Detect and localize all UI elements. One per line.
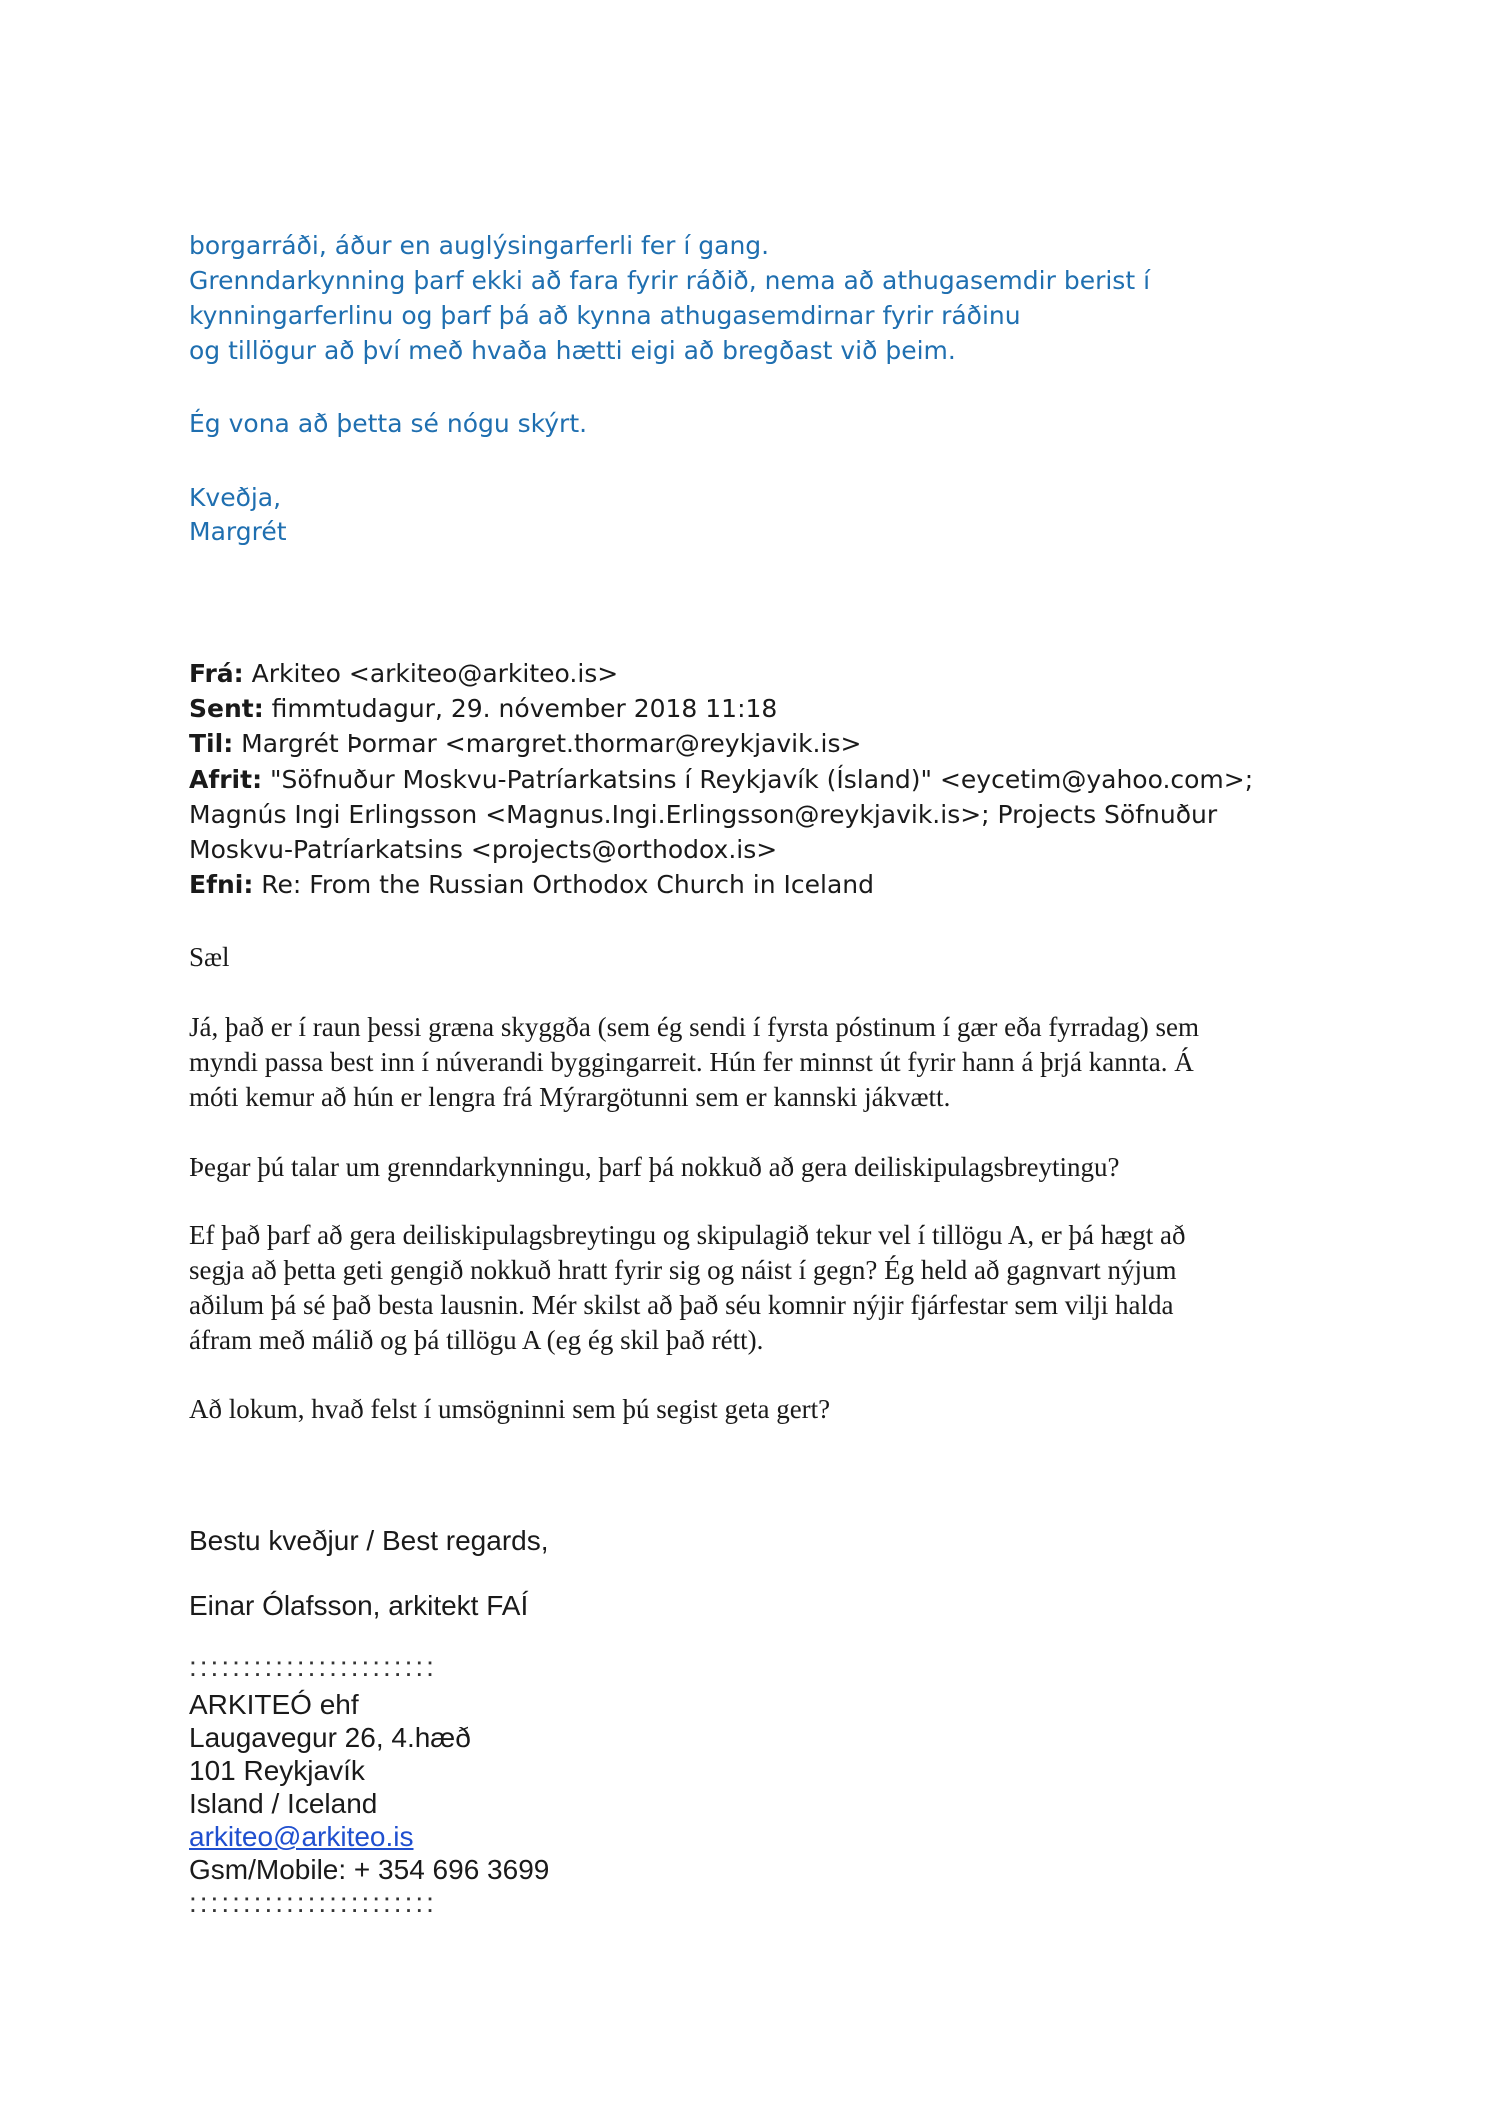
body-paragraph-line: Ef það þarf að gera deiliskipulagsbreytingu og skipulagið tekur vel í tillögu A, er þá hægt að xyxy=(189,1220,1186,1250)
body-greeting: Sæl xyxy=(189,942,230,972)
header-cc-continued: Magnús Ingi Erlingsson <Magnus.Ingi.Erlingsson@reykjavik.is>; Projects Söfnuður xyxy=(189,800,1218,829)
body-paragraph-line: aðilum þá sé það besta lausnin. Mér skilst að það séu komnir nýjir fjárfestar sem vilji halda xyxy=(189,1290,1174,1320)
body-paragraph-line: Að lokum, hvað felst í umsögninni sem þú segist geta gert? xyxy=(189,1394,831,1424)
body-paragraph-line: Þegar þú talar um grenndarkynningu, þarf þá nokkuð að gera deiliskipulagsbreytingu? xyxy=(189,1152,1120,1182)
sent-label: Sent: xyxy=(189,694,264,723)
header-sent xyxy=(189,691,777,726)
body-paragraph-line: segja að þetta geti gengið nokkuð hratt fyrir sig og náist í gegn? Ég held að gagnvart nýjum xyxy=(189,1255,1177,1285)
signature-mobile: Gsm/Mobile: + 354 696 3699 xyxy=(189,1854,550,1885)
reply-line: kynningarferlinu og þarf þá að kynna athugasemdirnar fyrir ráðinu xyxy=(189,301,1021,330)
body-paragraph-line: Já, það er í raun þessi græna skyggða (sem ég sendi í fyrsta póstinum í gær eða fyrradag) sem xyxy=(189,1012,1199,1042)
sent-value: fimmtudagur, 29. nóvember 2018 11:18 xyxy=(271,694,778,723)
body-paragraph-line: myndi passa best inn í núverandi byggingarreit. Hún fer minnst út fyrir hann á þrjá kannta. Á xyxy=(189,1047,1194,1077)
signature-street: Laugavegur 26, 4.hæð xyxy=(189,1722,471,1753)
signature-city: 101 Reykjavík xyxy=(189,1755,365,1786)
header-cc-continued: Moskvu-Patríarkatsins <projects@orthodox.is> xyxy=(189,835,778,864)
reply-line: og tillögur að því með hvaða hætti eigi að bregðast við þeim. xyxy=(189,336,956,365)
to-label: Til: xyxy=(189,729,234,758)
signature-separator: ::::::::::::::::::::::: xyxy=(189,1651,437,1682)
to-value: Margrét Þormar <margret.thormar@reykjavik.is> xyxy=(241,729,862,758)
header-to xyxy=(189,726,861,761)
header-cc xyxy=(189,762,1253,797)
body-paragraph-line: móti kemur að hún er lengra frá Mýrargötunni sem er kannski jákvætt. xyxy=(189,1082,951,1112)
reply-line: borgarráði, áður en auglýsingarferli fer í gang. xyxy=(189,231,770,260)
signature-company: ARKITEÓ ehf xyxy=(189,1689,359,1720)
subject-value: Re: From the Russian Orthodox Church in Iceland xyxy=(261,870,875,899)
reply-closing: Kveðja, xyxy=(189,483,282,512)
signature-name: Einar Ólafsson, arkitekt FAÍ xyxy=(189,1590,529,1621)
body-paragraph-line: áfram með málið og þá tillögu A (eg ég skil það rétt). xyxy=(189,1325,764,1355)
from-value: Arkiteo <arkiteo@arkiteo.is> xyxy=(251,659,619,688)
cc-value: "Söfnuður Moskvu-Patríarkatsins í Reykjavík (Ísland)" <eycetim@yahoo.com>; xyxy=(270,765,1254,794)
header-from xyxy=(189,656,618,691)
signature-email-link[interactable]: arkiteo@arkiteo.is xyxy=(189,1821,414,1852)
signature-separator: ::::::::::::::::::::::: xyxy=(189,1887,437,1918)
signature-country: Island / Iceland xyxy=(189,1788,378,1819)
cc-label: Afrit: xyxy=(189,765,263,794)
header-subject xyxy=(189,867,874,902)
signature-regards: Bestu kveðjur / Best regards, xyxy=(189,1525,549,1556)
subject-label: Efni: xyxy=(189,870,254,899)
from-label: Frá: xyxy=(189,659,244,688)
reply-line: Ég vona að þetta sé nógu skýrt. xyxy=(189,409,588,438)
reply-signature: Margrét xyxy=(189,517,287,546)
reply-line: Grenndarkynning þarf ekki að fara fyrir ráðið, nema að athugasemdir berist í xyxy=(189,266,1151,295)
